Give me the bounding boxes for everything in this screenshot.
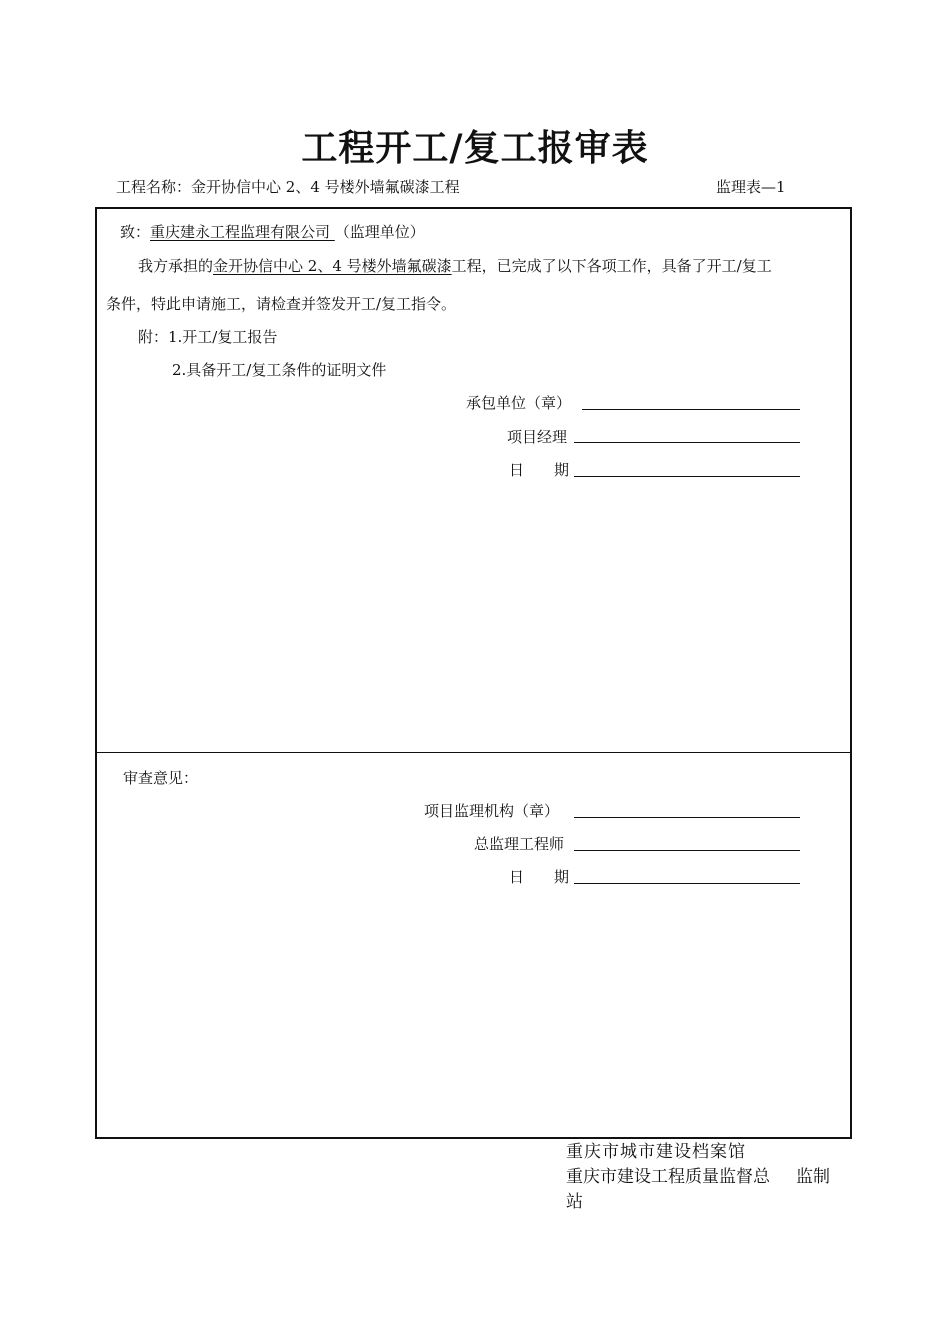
attachment-2: 2.具备开工/复工条件的证明文件 [172,361,387,379]
project-name-line [116,177,460,197]
date-label-1: 日 期 [509,461,570,479]
footer-archive: 重庆市城市建设档案馆 [566,1142,746,1162]
project-name-value: 金开协信中心 2、4 号楼外墙氟碳漆工程 [191,178,460,196]
form-code: 监理表—1 [716,178,786,196]
application-body-line1 [138,256,772,276]
supervision-org-label: 项目监理机构（章） [424,802,560,820]
review-opinion-label: 审查意见： [123,769,199,787]
contractor-seal-label: 承包单位（章） [466,394,572,412]
body-project: 金开协信中心 2、4 号楼外墙氟碳漆 [213,257,452,275]
form-title: 工程开工/复工报审表 [301,127,649,169]
addressee-company: 重庆建永工程监理有限公司 [150,223,335,241]
footer-supervision-b: 监制 [796,1167,830,1187]
contractor-seal-line [582,409,800,410]
date-line-1 [574,476,800,477]
chief-engineer-label: 总监理工程师 [474,835,565,853]
addressee-suffix: （监理单位） [334,223,425,241]
date-label-2: 日 期 [509,868,570,886]
project-manager-label: 项目经理 [507,428,568,446]
addressee-line [120,222,425,242]
chief-engineer-line [574,850,800,851]
footer-supervision-a: 重庆市建设工程质量监督总 [566,1167,770,1187]
supervision-org-line [574,817,800,818]
section-divider [95,752,852,753]
project-name-label: 工程名称： [116,178,192,196]
body-rest: 工程，已完成了以下各项工作，具备了开工/复工 [451,257,772,275]
footer-station: 站 [566,1192,583,1212]
project-manager-line [574,442,800,443]
body-prefix: 我方承担的 [138,257,214,275]
addressee-label: 致： [120,223,151,241]
application-body-line2: 条件，特此申请施工，请检查并签发开工/复工指令。 [106,295,457,313]
date-line-2 [574,883,800,884]
attachment-1: 附：1.开工/复工报告 [138,328,278,346]
